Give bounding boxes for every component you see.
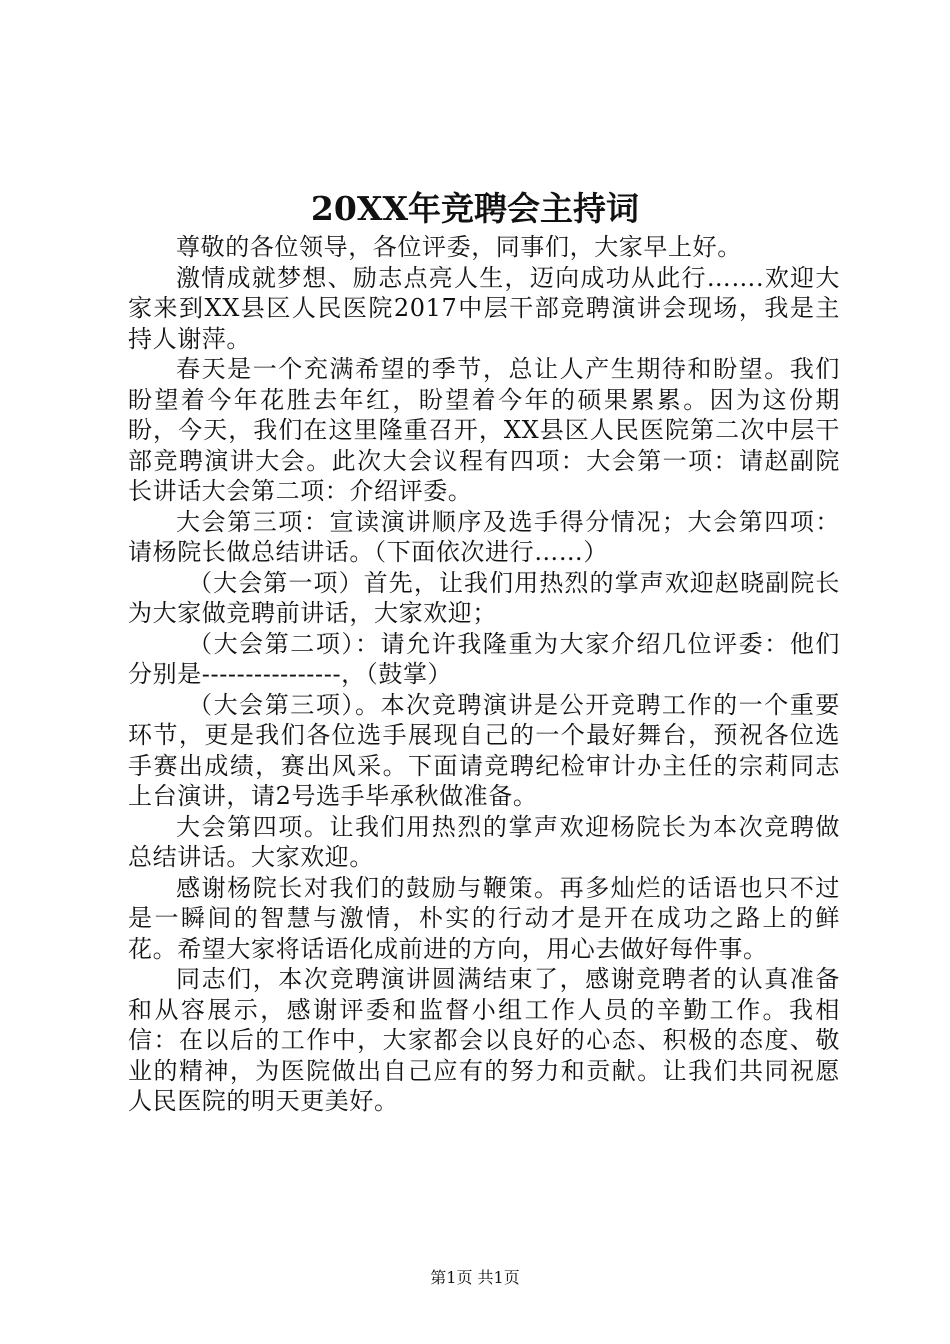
paragraph-item-four: 大会第四项。让我们用热烈的掌声欢迎杨院长为本次竞聘做总结讲话。大家欢迎。 [128,812,840,871]
document-body [128,232,840,1117]
document-title: 20XX年竞聘会主持词 [310,189,640,228]
page-number-footer: 第1页 共1页 [430,1268,520,1287]
paragraph-spring: 春天是一个充满希望的季节，总让人产生期待和盼望。我们盼望着今年花胜去年红，盼望着今年的硕果累累。因为这份期盼，今天，我们在这里隆重召开，XX县区人民医院第二次中层干部竞聘演讲大会。此次大会议程有四项：大会第一项：请赵副院长讲话大会第二项：介绍评委。 [128,355,840,505]
paragraph-welcome: 激情成就梦想、励志点亮人生，迈向成功从此行…….欢迎大家来到XX县区人民医院2017中层干部竞聘演讲会现场，我是主持人谢萍。 [128,263,840,353]
paragraph-agenda: 大会第三项：宣读演讲顺序及选手得分情况；大会第四项：请杨院长做总结讲话。（下面依次进行……） [128,507,840,566]
paragraph-item-three: （大会第三项）。本次竞聘演讲是公开竞聘工作的一个重要环节，更是我们各位选手展现自己的一个最好舞台，预祝各位选手赛出成绩，赛出风采。下面请竞聘纪检审计办主任的宗莉同志上台演讲，请2号选手毕承秋做准备。 [128,690,840,810]
paragraph-item-two: （大会第二项）：请允许我隆重为大家介绍几位评委：他们分别是----------------，（鼓掌） [128,629,840,688]
paragraph-closing: 同志们，本次竞聘演讲圆满结束了，感谢竞聘者的认真准备和从容展示，感谢评委和监督小组工作人员的辛勤工作。我相信：在以后的工作中，大家都会以良好的心态、积极的态度、敬业的精神，为医院做出自己应有的努力和贡献。让我们共同祝愿人民医院的明天更美好。 [128,965,840,1115]
paragraph-greeting: 尊敬的各位领导，各位评委，同事们，大家早上好。 [176,233,742,261]
paragraph-thanks: 感谢杨院长对我们的鼓励与鞭策。再多灿烂的话语也只不过是一瞬间的智慧与激情，朴实的行动才是开在成功之路上的鲜花。希望大家将话语化成前进的方向，用心去做好每件事。 [128,873,840,963]
paragraph-item-one: （大会第一项）首先，让我们用热烈的掌声欢迎赵晓副院长为大家做竞聘前讲话，大家欢迎； [128,568,840,627]
